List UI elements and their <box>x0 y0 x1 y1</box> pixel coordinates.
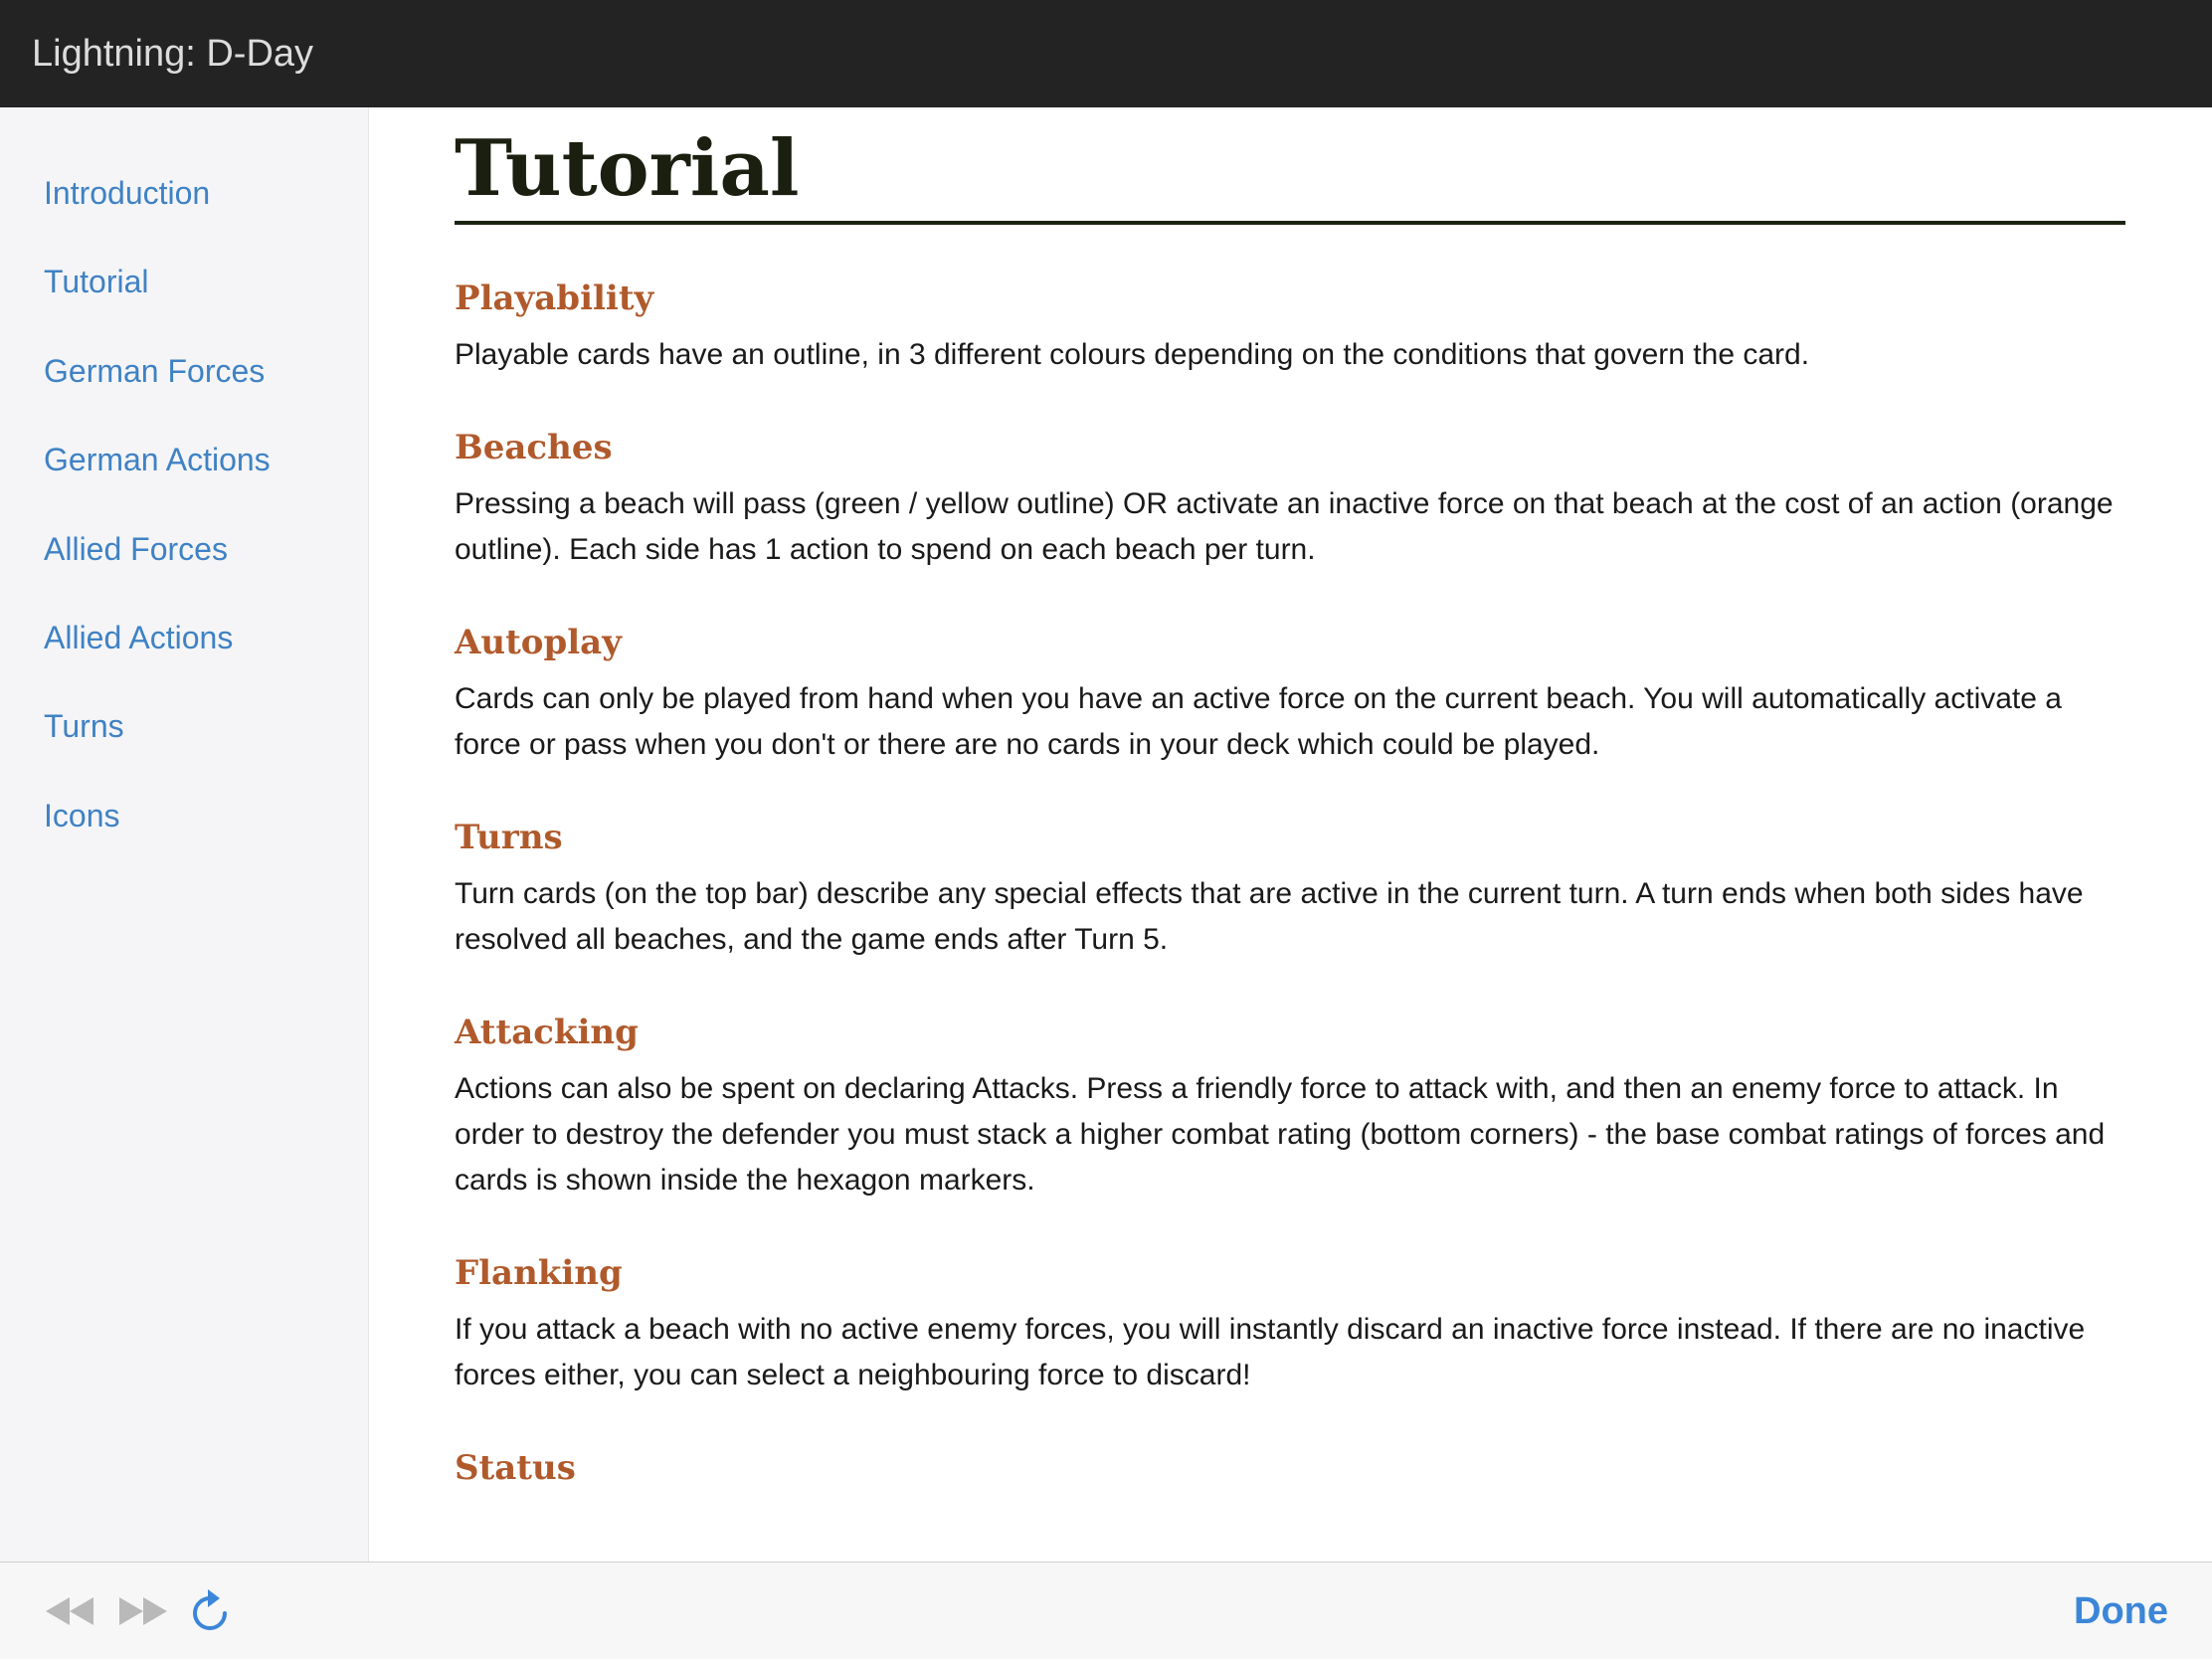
sidebar-item-german-forces[interactable]: German Forces <box>44 352 266 389</box>
page-title: Tutorial <box>455 107 2125 225</box>
section-status <box>455 1446 2125 1490</box>
sidebar-item-tutorial[interactable]: Tutorial <box>44 264 149 300</box>
reload-icon <box>187 1586 233 1636</box>
back-button[interactable] <box>40 1563 99 1660</box>
section-flanking <box>455 1251 2125 1398</box>
section-body: Actions can also be spent on declaring Attacks. Press a friendly force to attack with, and then an enemy force to attack. In order to destroy the defender you must stack a higher combat rating (bottom corners) - the base combat ratings of forces and cards is shown inside the hexagon markers. <box>455 1072 2106 1197</box>
section-heading: Flanking <box>455 1253 623 1293</box>
app-title: Lightning: D-Day <box>32 33 314 75</box>
rewind-icon <box>42 1593 97 1629</box>
section-heading: Turns <box>455 818 563 857</box>
title-bar <box>0 0 2212 107</box>
section-attacking <box>455 1011 2125 1203</box>
section-body: Playable cards have an outline, in 3 different colours depending on the conditions that govern the card. <box>455 338 1810 371</box>
forward-button[interactable] <box>113 1563 173 1660</box>
section-beaches <box>455 426 2125 573</box>
section-body: Pressing a beach will pass (green / yellow outline) OR activate an inactive force on that beach at the cost of an action (orange outline). Each side has 1 action to spend on each beach per turn. <box>455 487 2114 566</box>
section-turns <box>455 816 2125 963</box>
fast-forward-icon <box>115 1593 171 1629</box>
section-body: Turn cards (on the top bar) describe any special effects that are active in the current turn. A turn ends when both sides have resolved all beaches, and the game ends after Turn 5. <box>455 877 2084 956</box>
done-button[interactable]: Done <box>2074 1590 2168 1632</box>
sidebar-item-turns[interactable]: Turns <box>44 708 124 745</box>
content-body <box>455 107 2125 1502</box>
section-heading: Status <box>455 1448 576 1488</box>
section-heading: Autoplay <box>455 623 622 662</box>
section-autoplay <box>455 621 2125 768</box>
section-playability <box>455 277 2125 378</box>
sidebar-item-allied-actions[interactable]: Allied Actions <box>44 619 234 655</box>
sidebar-item-german-actions[interactable]: German Actions <box>44 442 271 478</box>
sidebar-item-introduction[interactable]: Introduction <box>44 175 211 211</box>
section-heading: Beaches <box>455 428 613 467</box>
reload-button[interactable] <box>185 1563 235 1660</box>
sidebar-item-allied-forces[interactable]: Allied Forces <box>44 530 228 567</box>
sidebar <box>0 107 369 1562</box>
section-heading: Playability <box>455 278 654 318</box>
section-body: Cards can only be played from hand when you have an active force on the current beach. You will automatically activate a force or pass when you don't or there are no cards in your deck which could be played. <box>455 682 2062 761</box>
section-heading: Attacking <box>455 1013 639 1052</box>
content-area[interactable] <box>369 107 2212 1562</box>
section-body: If you attack a beach with no active enemy forces, you will instantly discard an inactive force instead. If there are no inactive forces either, you can select a neighbouring force to discard! <box>455 1313 2086 1391</box>
sidebar-item-icons[interactable]: Icons <box>44 797 120 833</box>
bottom-toolbar <box>0 1562 2212 1659</box>
sidebar-list <box>44 171 271 882</box>
